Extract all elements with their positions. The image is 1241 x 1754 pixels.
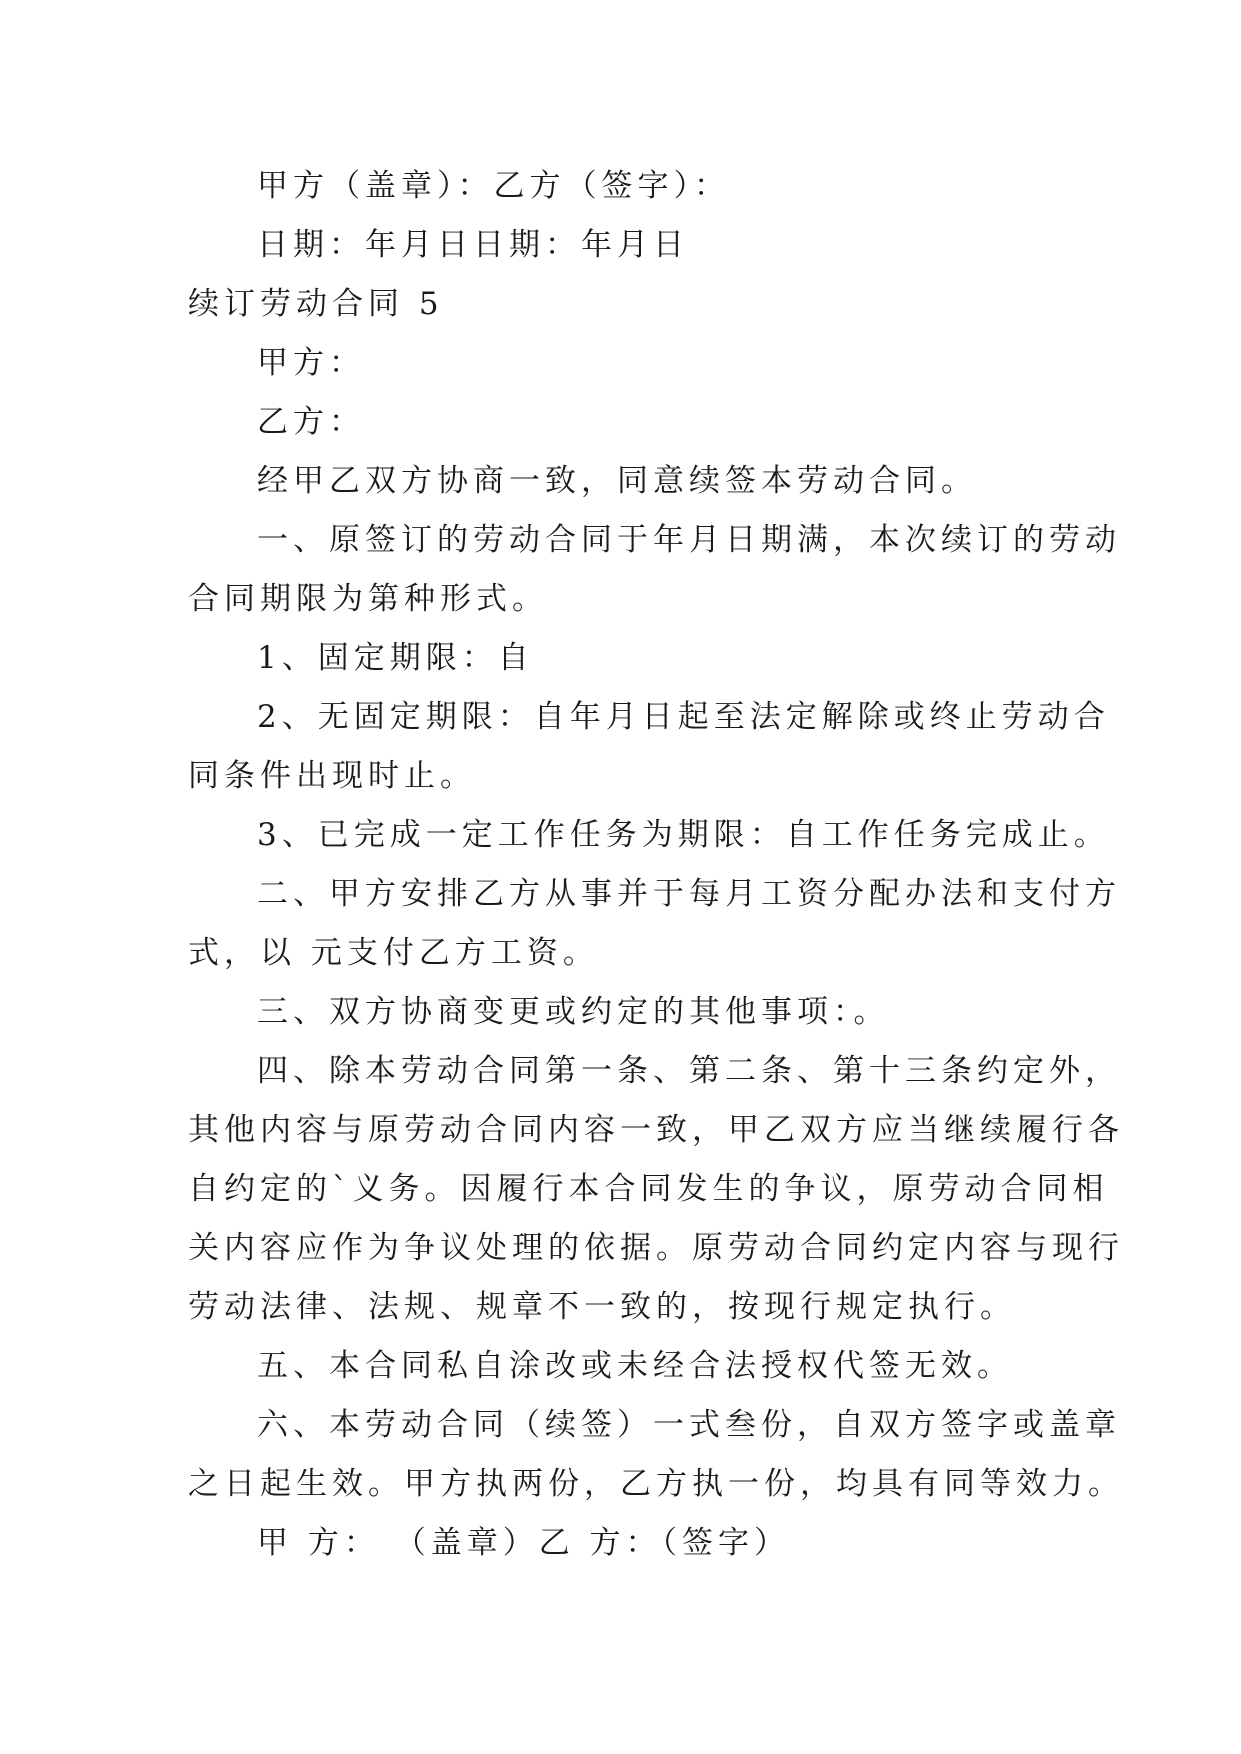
clause-4-line-4: 关内容应作为争议处理的依据。原劳动合同约定内容与现行 (188, 1230, 1124, 1266)
clause-1-item-3: 3、已完成一定工作任务为期限：自工作任务完成止。 (257, 817, 1110, 853)
clause-4-line-5: 劳动法律、法规、规章不一致的，按现行规定执行。 (188, 1289, 1016, 1325)
clause-1-item-2-line-2: 同条件出现时止。 (188, 758, 476, 794)
clause-1-line-2: 合同期限为第种形式。 (188, 581, 548, 617)
clause-6-line-2: 之日起生效。甲方执两份，乙方执一份，均具有同等效力。 (188, 1466, 1124, 1502)
intro-paragraph: 经甲乙双方协商一致，同意续签本劳动合同。 (257, 463, 977, 499)
clause-2-line-1: 二、甲方安排乙方从事并于每月工资分配办法和支付方 (257, 876, 1121, 912)
date-line: 日期：年月日日期：年月日 (257, 227, 689, 263)
clause-4-line-1: 四、除本劳动合同第一条、第二条、第十三条约定外， (257, 1053, 1121, 1089)
party-b-line: 乙方： (257, 404, 365, 440)
clause-5: 五、本合同私自涂改或未经合法授权代签无效。 (257, 1348, 1013, 1384)
clause-4-line-2: 其他内容与原劳动合同内容一致，甲乙双方应当继续履行各 (188, 1112, 1124, 1148)
clause-1-item-1: 1、固定期限：自 (257, 640, 534, 676)
clause-1-line-1: 一、原签订的劳动合同于年月日期满，本次续订的劳动 (257, 522, 1121, 558)
signature-line-party-a-b: 甲方（盖章）：乙方（签字）： (257, 168, 730, 204)
clause-3: 三、双方协商变更或约定的其他事项：。 (257, 994, 890, 1030)
section-heading: 续订劳动合同 5 (188, 286, 444, 322)
final-signature-line: 甲 方： （盖章）乙 方：（签字） (257, 1525, 791, 1561)
clause-4-line-3: 自约定的`义务。因履行本合同发生的争议，原劳动合同相 (188, 1171, 1109, 1207)
clause-6-line-1: 六、本劳动合同（续签）一式叁份，自双方签字或盖章 (257, 1407, 1121, 1443)
clause-1-item-2-line-1: 2、无固定期限：自年月日起至法定解除或终止劳动合 (257, 699, 1110, 735)
party-a-line: 甲方： (257, 345, 365, 381)
clause-2-line-2: 式，以 元支付乙方工资。 (188, 935, 599, 971)
